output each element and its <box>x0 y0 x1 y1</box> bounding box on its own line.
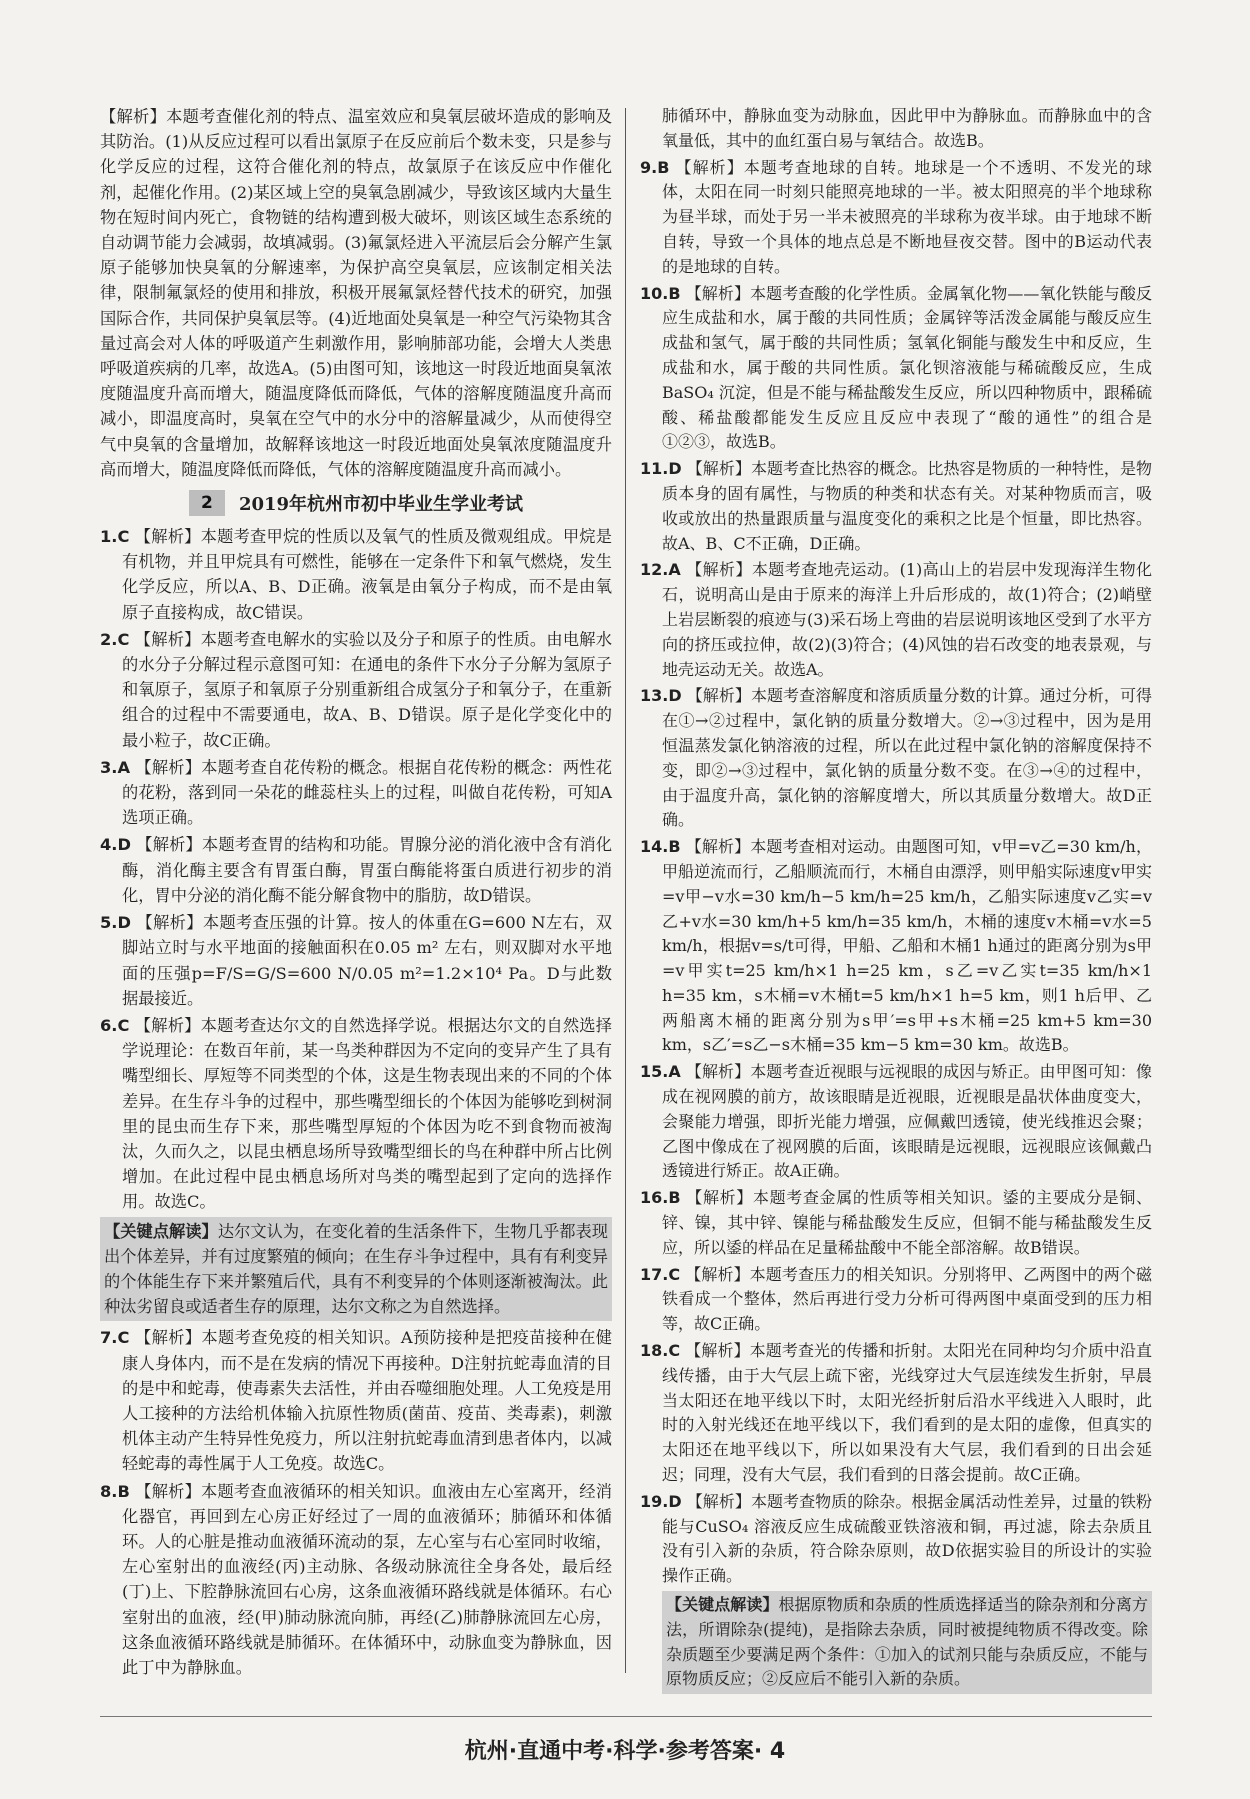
answer-text: 【解析】本题考查胃的结构和功能。胃腺分泌的消化液中含有消化酶，消化酶主要含有胃蛋白酶，胃蛋白酶能将蛋白质进行初步的消化，胃中分泌的消化酶不能分解食物中的脂肪，故D错误。 <box>122 835 612 905</box>
left-column <box>100 104 612 1682</box>
answer-number: 14.B <box>640 837 681 857</box>
answer-number: 9.B <box>640 157 670 177</box>
key-point-box <box>100 1217 612 1322</box>
answer-text: 【解析】本题考查相对运动。由题图可知，v甲=v乙=30 km/h，甲船逆流而行，乙船顺流而行，木桶自由漂浮，则甲船实际速度v甲实=v甲−v水=30 km/h−5 km/h=25 km/h，乙船实际速度v乙实=v乙+v水=30 km/h+5 km/h=35 km/h，木桶的速度v木桶=v水=5 km/h，根据v=s/t可得，甲船、乙船和木桶1 h通过的距离分别为s甲=v甲实t=25 km/h×1 h=25 km，s乙=v乙实t=35 km/h×1 h=35 km，s木桶=v木桶t=5 km/h×1 h=5 km，则1 h后甲、乙两船离木桶的距离分别为s甲′=s甲+s木桶=25 km+5 km=30 km，s乙′=s乙−s木桶=35 km−5 km=30 km。故选B。 <box>662 837 1152 1055</box>
answer-item <box>640 156 1152 280</box>
answer-item <box>640 1339 1152 1488</box>
answer-item <box>100 910 612 1011</box>
answer-item <box>640 457 1152 556</box>
answer-number: 15.A <box>640 1062 681 1082</box>
continued-text: 肺循环中，静脉血变为动脉血，因此甲中为静脉血。而静脉血中的含氧量低，其中的血红蛋白易与氧结合。故选B。 <box>662 106 1152 150</box>
answer-text: 【解析】本题考查甲烷的性质以及氧气的性质及微观组成。甲烷是有机物，并且甲烷具有可燃性，能够在一定条件下和氧气燃烧，发生化学反应，所以A、B、D正确。液氧是由氧分子构成，而不是由氧原子直接构成，故C错误。 <box>122 527 613 622</box>
answer-text: 【解析】本题考查溶解度和溶质质量分数的计算。通过分析，可得在①→②过程中，氯化钠的质量分数增大。②→③过程中，因为是用恒温蒸发氯化钠溶液的过程，所以在此过程中氯化钠的溶解度保持不变，即②→③过程中，氯化钠的质量分数不变。在③→④的过程中，由于温度升高，氯化钠的溶解度增大，所以其质量分数增大。故D正确。 <box>662 686 1152 830</box>
answer-item <box>100 755 612 831</box>
intro-analysis: 【解析】本题考查催化剂的特点、温室效应和臭氧层破坏造成的影响及其防治。(1)从反应过程可以看出氯原子在反应前后个数未变，只是参与化学反应的过程，这符合催化剂的特点，故氯原子在该反应中作催化剂，起催化作用。(2)某区域上空的臭氧急剧减少，导致该区域内大量生物在短时间内死亡，食物链的结构遭到极大破坏，则该区域生态系统的自动调节能力会减弱，故填减弱。(3)氟氯烃进入平流层后会分解产生氯原子能够加快臭氧的分解速率，为保护高空臭氧层，应该制定相关法律，限制氟氯烃的使用和排放，积极开展氟氯烃替代技术的研究，加强国际合作，共同保护臭氧层等。(4)近地面处臭氧是一种空气污染物其含量过高会对人体的呼吸道产生刺激作用，影响肺部功能，会增大人类患呼吸道疾病的几率，故选A。(5)由图可知，该地这一时段近地面臭氧浓度随温度升高而增大，随温度降低而降低，气体的溶解度随温度升高而减小，即温度高时，臭氧在空气中的水分中的溶解量减少，从而使得空气中臭氧的含量增加，故解释该地这一时段近地面处臭氧浓度随温度升高而增大，随温度降低而降低，气体的溶解度随温度升高而减小。 <box>100 107 612 479</box>
answer-item <box>640 1060 1152 1184</box>
answer-number: 19.D <box>640 1491 682 1511</box>
answer-item <box>640 684 1152 833</box>
answer-number: 16.B <box>640 1188 681 1208</box>
answer-number: 13.D <box>640 686 682 706</box>
left-items-continued <box>100 1325 612 1680</box>
answer-item <box>640 1186 1152 1260</box>
section-heading <box>100 488 612 518</box>
answer-item <box>640 558 1152 682</box>
answer-text: 【解析】本题考查免疫的相关知识。A预防接种是把疫苗接种在健康人身体内，而不是在发病的情况下再接种。D注射抗蛇毒血清的目的是中和蛇毒，使毒素失去活性，并由吞噬细胞处理。人工免疫是用人工接种的方法给机体输入抗原性物质(菌苗、疫苗、类毒素)，刺激机体主动产生特异性免疫力，所以注射抗蛇毒血清到患者体内，以减轻蛇毒的毒性属于人工免疫。故选C。 <box>122 1328 613 1474</box>
answer-number: 8.B <box>100 1481 130 1501</box>
answer-text: 【解析】本题考查金属的性质等相关知识。鋈的主要成分是铜、锌、镍，其中锌、镍能与稀盐酸发生反应，但铜不能与稀盐酸发生反应，所以鋈的样品在足量稀盐酸中不能全部溶解。故B错误。 <box>662 1188 1152 1257</box>
answer-text: 【解析】本题考查压力的相关知识。分别将甲、乙两图中的两个磁铁看成一个整体，然后再进行受力分析可得两图中桌面受到的压力相等，故C正确。 <box>662 1264 1152 1334</box>
section-title: 2019年杭州市初中毕业生学业考试 <box>238 494 524 516</box>
answer-text: 【解析】本题考查电解水的实验以及分子和原子的性质。由电解水的水分子分解过程示意图可知：在通电的条件下水分子分解为氢原子和氧原子，氢原子和氧原子分别重新组合成氢分子和氧分子，在重新组合的过程中不需要通电，故A、B、D错误。原子是化学变化中的最小粒子，故C正确。 <box>122 629 613 750</box>
answer-text: 【解析】本题考查酸的化学性质。金属氧化物——氧化铁能与酸反应生成盐和水，属于酸的共同性质；金属锌等活泼金属能与酸反应生成盐和氢气，属于酸的共同性质；氢氧化铜能与酸发生中和反应，生成盐和水，属于酸的共同性质。氯化钡溶液能与稀硫酸反应，生成BaSO₄ 沉淀，但是不能与稀盐酸发生反应，所以四种物质中，跟稀硫酸、稀盐酸都能发生反应且反应中表现了“酸的通性”的组合是①②③，故选B。 <box>662 283 1152 452</box>
right-column <box>640 104 1152 1698</box>
answer-item <box>100 1325 612 1476</box>
left-items <box>100 524 612 1214</box>
key-point-text: 根据原物质和杂质的性质选择适当的除杂剂和分离方法，所谓除杂(提纯)，是指除去杂质，同时被提纯物质不得改变。除杂质题至少要满足两个条件：①加入的试剂只能与杂质反应，不能与原物质反应；②反应后不能引入新的杂质。 <box>666 1595 1148 1689</box>
answer-text: 【解析】本题考查压强的计算。按人的体重在G=600 N左右，双脚站立时与水平地面的接触面积在0.05 m² 左右，则双脚对水平地面的压强p=F/S=G/S=600 N/0.05 m²=1.2×10⁴ Pa。D与此数据最接近。 <box>122 913 612 1008</box>
answer-text: 【解析】本题考查比热容的概念。比热容是物质的一种特性，是物质本身的固有属性，与物质的种类和状态有关。对某种物质而言，吸收或放出的热量跟质量与温度变化的乘积之比是个恒量，即比热容。故A、B、C不正确，D正确。 <box>662 459 1152 553</box>
answer-number: 10.B <box>640 283 681 303</box>
section-number-badge: 2 <box>189 490 225 516</box>
answer-item <box>640 1263 1152 1337</box>
answer-number: 2.C <box>100 629 130 649</box>
answer-number: 18.C <box>640 1341 681 1361</box>
answer-item <box>100 832 612 908</box>
answer-text: 【解析】本题考查物质的除杂。根据金属活动性差异，过量的铁粉能与CuSO₄ 溶液反应生成硫酸亚铁溶液和铜，再过滤，除去杂质且没有引入新的杂质，符合除杂原则，故D依据实验目的所设计的实验操作正确。 <box>662 1491 1152 1586</box>
answer-number: 3.A <box>100 757 131 777</box>
answer-number: 5.D <box>100 913 131 933</box>
answer-number: 4.D <box>100 835 131 855</box>
answer-number: 6.C <box>100 1015 130 1035</box>
answer-text: 【解析】本题考查光的传播和折射。太阳光在同种均匀介质中沿直线传播，由于大气层上疏下密，光线穿过大气层连续发生折射，早晨当太阳还在地平线以下时，太阳光经折射后沿水平线进入人眼时，此时的入射光线还在地平线以下，我们看到的是太阳的虚像，但真实的太阳还在地平线以下，所以如果没有大气层，我们看到的日出会延迟；同理，没有大气层，我们看到的日落会提前。故C正确。 <box>662 1341 1152 1485</box>
answer-number: 7.C <box>100 1328 130 1348</box>
answer-text: 【解析】本题考查地球的自转。地球是一个不透明、不发光的球体，太阳在同一时刻只能照亮地球的一半。被太阳照亮的半个地球称为昼半球，而处于另一半未被照亮的半球称为夜半球。由于地球不断自转，导致一个具体的地点总是不断地昼夜交替。图中的B运动代表的是地球的自转。 <box>662 157 1152 276</box>
answer-number: 11.D <box>640 459 682 479</box>
answer-number: 12.A <box>640 560 681 580</box>
answer-item <box>100 524 612 625</box>
answer-number: 1.C <box>100 527 130 547</box>
answer-text: 【解析】本题考查血液循环的相关知识。血液由左心室离开，经消化器官，再回到左心房正好经过了一周的血液循环；肺循环和体循环。人的心脏是推动血液循环流动的泵，左心室与右心室同时收缩，左心室射出的血液经(丙)主动脉、各级动脉流往全身各处，最后经(丁)上、下腔静脉流回右心房，这条血液循环路线就是体循环。右心室射出的血液，经(甲)肺动脉流向肺，再经(乙)肺静脉流回左心房，这条血液循环路线就是肺循环。在体循环中，动脉血变为静脉血，因此丁中为静脉血。 <box>122 1481 613 1677</box>
answer-item <box>100 1479 612 1681</box>
answer-item <box>640 835 1152 1058</box>
answer-number: 17.C <box>640 1264 681 1284</box>
answer-text: 【解析】本题考查自花传粉的概念。根据自花传粉的概念：两性花的花粉，落到同一朵花的雌蕊柱头上的过程，叫做自花传粉，可知A选项正确。 <box>122 757 612 828</box>
key-point-tag: 【关键点解读】 <box>104 1221 218 1241</box>
footer-rule <box>100 1716 1152 1717</box>
answer-item <box>640 282 1152 456</box>
column-divider <box>625 108 626 1673</box>
answer-text: 【解析】本题考查近视眼与远视眼的成因与矫正。由甲图可知：像成在视网膜的前方，故该眼睛是近视眼，近视眼是晶状体曲度变大，会聚能力增强，即折光能力增强，应佩戴凹透镜，使光线推迟会聚；乙图中像成在了视网膜的后面，该眼睛是远视眼，远视眼应该佩戴凸透镜进行矫正。故A正确。 <box>662 1062 1152 1181</box>
key-point-text: 达尔文认为，在变化着的生活条件下，生物几乎都表现出个体差异，并有过度繁殖的倾向；在生存斗争过程中，具有有利变异的个体能生存下来并繁殖后代，具有不利变异的个体则逐渐被淘汰。此种汰劣留良或适者生存的原理，达尔文称之为自然选择。 <box>104 1221 609 1317</box>
key-point-tag: 【关键点解读】 <box>666 1595 779 1615</box>
answer-item <box>100 627 612 753</box>
answer-text: 【解析】本题考查达尔文的自然选择学说。根据达尔文的自然选择学说理论：在数百年前，某一鸟类种群因为不定向的变异产生了具有嘴型细长、厚短等不同类型的个体，这是生物表现出来的不同的个体差异。在生存斗争的过程中，那些嘴型细长的个体因为能够吃到树洞里的昆虫而生存下来，那些嘴型厚短的个体因为吃不到食物而被淘汰，久而久之，以昆虫栖息场所导致嘴型细长的鸟在种群中所占比例增加。在此过程中昆虫栖息场所对鸟类的嘴型起到了定向的选择作用。故选C。 <box>122 1015 613 1212</box>
answer-item <box>100 1013 612 1215</box>
key-point-box <box>662 1591 1152 1694</box>
answer-item <box>640 1490 1152 1589</box>
page-footer: 杭州·直通中考·科学·参考答案· 4 <box>464 1739 786 1764</box>
answer-text: 【解析】本题考查地壳运动。(1)高山上的岩层中发现海洋生物化石，说明高山是由于原来的海洋上升后形成的，故(1)符合；(2)峭壁上岩层断裂的痕迹与(3)采石场上弯曲的岩层说明该地区受到了水平方向的挤压或拉伸，故(2)(3)符合；(4)风蚀的岩石改变的地表景观，与地壳运动无关。故选A。 <box>662 560 1152 679</box>
